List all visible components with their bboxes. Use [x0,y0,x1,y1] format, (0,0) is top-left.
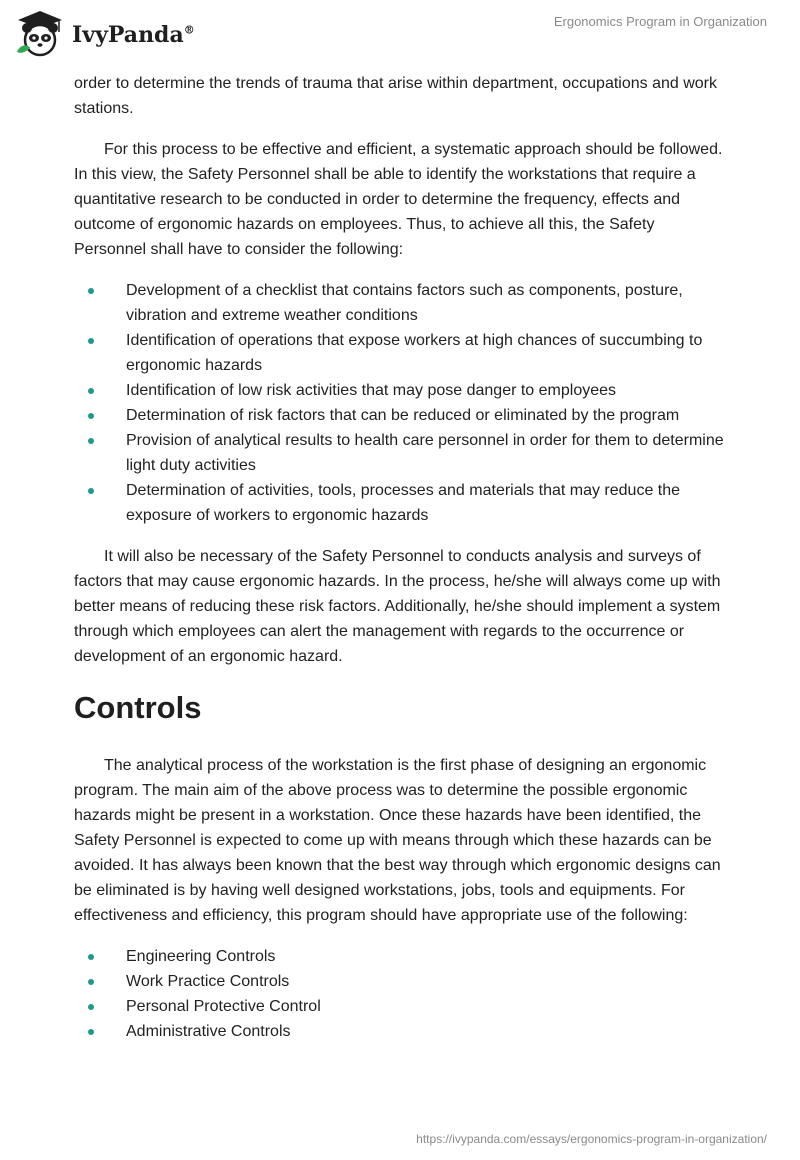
bullet-icon [88,413,94,419]
source-url[interactable]: https://ivypanda.com/essays/ergonomics-program-in-organization/ [416,1132,767,1146]
list-item: Identification of operations that expose workers at high chances of succumbing to ergonomic hazards [74,328,730,378]
controls-list [74,944,730,1044]
bullet-icon [88,1004,94,1010]
bullet-icon [88,338,94,344]
document-title: Ergonomics Program in Organization [553,14,767,29]
list-item: Determination of risk factors that can be reduced or eliminated by the program [74,403,730,428]
bullet-icon [88,288,94,294]
list-item: Personal Protective Control [74,994,730,1019]
essay-body [74,71,730,1060]
section-heading-controls: Controls [74,690,202,725]
list-item: Provision of analytical results to health care personnel in order for them to determine light duty activities [74,428,730,478]
list-item: Administrative Controls [74,1019,730,1044]
list-item: Development of a checklist that contains factors such as components, posture, vibration and extreme weather conditions [74,278,730,328]
paragraph-1: order to determine the trends of trauma that arise within department, occupations and work stations. [74,75,718,117]
bullet-icon [88,388,94,394]
brand-name: IvyPanda® [72,22,195,48]
bullet-icon [88,954,94,960]
paragraph-4: The analytical process of the workstation is the first phase of designing an ergonomic program. The main aim of the above process was to determine the possible ergonomic hazards might be present in a workstation. Once these hazards have been identified, the Safety Personnel is expected to come up with means through which these hazards can be avoided. It has always been known that the best way through which ergonomic designs can be eliminated is by having well designed workstations, jobs, tools and equipments. For effectiveness and efficiency, this program should have appropriate use of the following: [74,757,721,924]
bullet-icon [88,488,94,494]
bullet-icon [88,1029,94,1035]
brand-logo[interactable] [14,8,195,60]
paragraph-3: It will also be necessary of the Safety Personnel to conducts analysis and surveys of factors that may cause ergonomic hazards. In the process, he/she will always come up with better means of reducing these risk factors. Additionally, he/she should implement a system through which employees can alert the management with regards to the occurrence or development of an ergonomic hazard. [74,548,721,665]
panda-logo-icon [14,8,66,60]
bullet-icon [88,979,94,985]
paragraph-2: For this process to be effective and efficient, a systematic approach should be followed. In this view, the Safety Personnel shall be able to identify the workstations that require a quantitative research to be conducted in order to determine the frequency, effects and outcome of ergonomic hazards on employees. Thus, to achieve all this, the Safety Personnel shall have to consider the following: [74,141,723,258]
bullet-icon [88,438,94,444]
list-item: Identification of low risk activities that may pose danger to employees [74,378,730,403]
list-item: Work Practice Controls [74,969,730,994]
considerations-list [74,278,730,528]
page-header [0,0,800,66]
list-item: Engineering Controls [74,944,730,969]
list-item: Determination of activities, tools, processes and materials that may reduce the exposure of workers to ergonomic hazards [74,478,730,528]
